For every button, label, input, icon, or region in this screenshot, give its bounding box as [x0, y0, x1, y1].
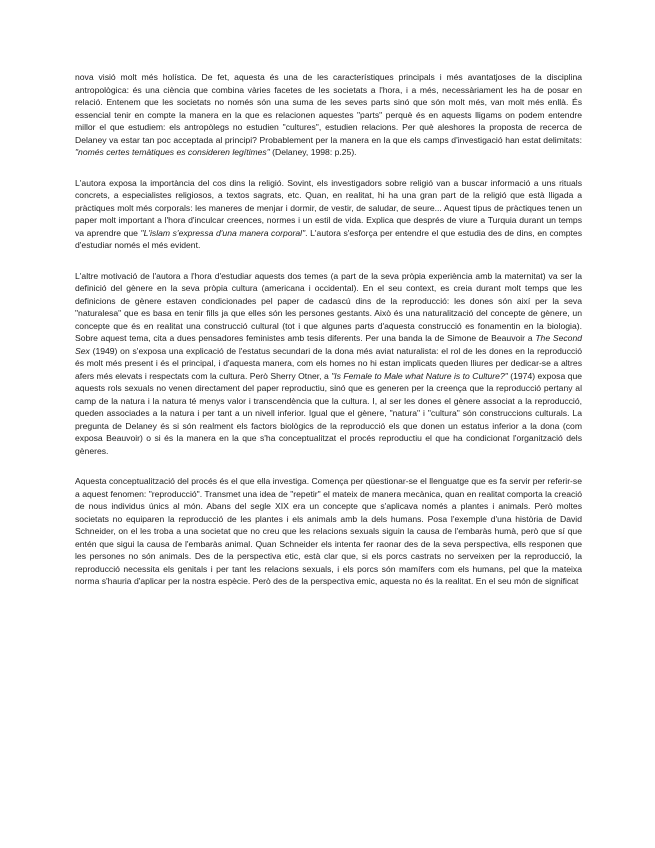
essay-title: "Is Female to Male what Nature is to Culture?" [331, 370, 508, 381]
paragraph-4-text: Aquesta conceptualització del procés és el que ella investiga. Comença per qüestionar-se el llenguatge que es fa servir per referir-se a aquest fenomen: "reproducció". Transmet una idea de "repetir" el mateix de manera mecànica, quan en realitat comporta la creació de nous individus únics al món. Abans del segle XIX era un concepte que s'aplicava només a plantes i animals. Però moltes societats no equiparen la reproducció de les plantes i els animals amb la dels humans. Posa l'exemple d'una història de David Schneider, on el les troba a una societat que no creu que les relacions sexuals siguin la causa de l'embaràs humà, però que sí que entén que sigui la causa de l'embaràs animal. Quan Schneider els intenta fer raonar des de la seva perspectiva, ells responen que les persones no són animals. Des de la perspectiva etic, està clar que, si els porcs castrats no serveixen per la reproducció, la reproducció necessita els genitals i per tant les relacions sexuals, i els porcs són mamífers com els humans, pel que la mateixa norma s'hauria d'aplicar per la nostra espècie. Però des de la perspectiva emic, aquesta no és la realitat. En el seu món de significat [75, 476, 582, 586]
paragraph-3-text-2: (1949) on s'exposa una explicació de l'estatus secundari de la dona més aviat naturalista: el rol de les dones en la reproducció és molt més present i és el principal, i d'aquesta manera, com els homes no hi estan implicats queden lliures per dedicar-se a altres afers més elevats i respectats com la cultura. Però Sherry Otner, a [75, 345, 582, 381]
paragraph-3 [75, 270, 582, 458]
paragraph-2-text: L'autora exposa la importància del cos dins la religió. Sovint, els investigadors sobre religió van a buscar informació a uns rituals concrets, a especialistes religiosos, a textos sagrats, etc. Quan, en realitat, hi ha una gran part de la religió que està lligada a pràctiques molt més corporals: les maneres de menjar i dormir, de vestir, de saludar, de seure... Aquest tipus de pràctiques tenen un paper molt important a l'hora d'inculcar creences, normes i un estil de vida. Explica que després de viure a Turquia durant un temps va aprendre que [75, 177, 582, 238]
paragraph-4 [75, 475, 582, 588]
paragraph-3-text: L'altre motivació de l'autora a l'hora d'estudiar aquests dos temes (a part de la seva pròpia experiència amb la maternitat) va ser la definició del gènere en la seva pròpia cultura (americana i occidental). En el seu context, es creia durant molt temps que les definicions de gènere estaven condicionades pel paper de cadascú dins de la reproducció: les dones són així per la seva "naturalesa" que es basa en tenir fills ja que elles són les persones gestants. Això és una naturalització del concepte de gènere, un concepte que és en realitat una construcció cultural (tot i que algunes parts d'aquesta construcció es fonamentin en la biologia). Sobre aquest tema, cita a dues pensadores feministes amb tesis diferents. Per una banda la de Simone de Beauvoir a [75, 270, 582, 343]
paragraph-1-text: nova visió molt més holística. De fet, aquesta és una de les característiques principals i més avantatjoses de la disciplina antropològica: és una ciència que combina vàries facetes de les societats a l'hora, i a més, necessàriament les ha de posar en relació. Entenem que les societats no només són una suma de les seves parts sinó que són molt més, van molt més enllà. És essencial tenir en compte la manera en la que es relacionen aquestes "parts" perquè és en aquests lligams on podem entendre millor el que estudiem: els antropòlegs no estudien "cultures", estudien relacions. Per què aleshores la proposta de recerca de Delaney va estar tan poc acceptada al principi? Probablement per la manera en la que els camps d'investigació han estat delimitats: [75, 72, 582, 145]
book-title: The Second Sex [75, 333, 583, 356]
paragraph-1-citation: (Delaney, 1998: p.25). [269, 147, 357, 157]
paragraph-2-text-end: . L'autora s'esforça per entendre el que estudia des de dins, en comptes d'estudiar només el més evident. [75, 227, 582, 250]
paragraph-2 [75, 177, 582, 252]
paragraph-1-quote: "només certes temàtiques es consideren legítimes" [75, 147, 270, 157]
paragraph-1 [75, 71, 582, 159]
paragraph-2-quote: "L'islam s'expressa d'una manera corporal" [140, 227, 306, 238]
document-body [75, 71, 582, 606]
paragraph-3-text-3: (1974) exposa que aquests rols sexuals no venen directament del paper reproductiu, sinó que es generen per la creença que la reproducció pertany al camp de la natura i la natura té menys valor i transcendència que la cultura. I, al ser les dones el gènere associat a la reproducció, queden associades a la natura i per tant a un nivell inferior. Igual que el gènere, "natura" i "cultura" són construccions culturals. La pregunta de Delaney és si són realment els factors biològics de la reproducció els que donen un estatus inferior a la dona (com exposa Beauvoir) o si és la manera en la que s'ha conceptualitzat el procés reproductiu el que ha condicionat l'organització dels gèneres. [75, 370, 583, 456]
